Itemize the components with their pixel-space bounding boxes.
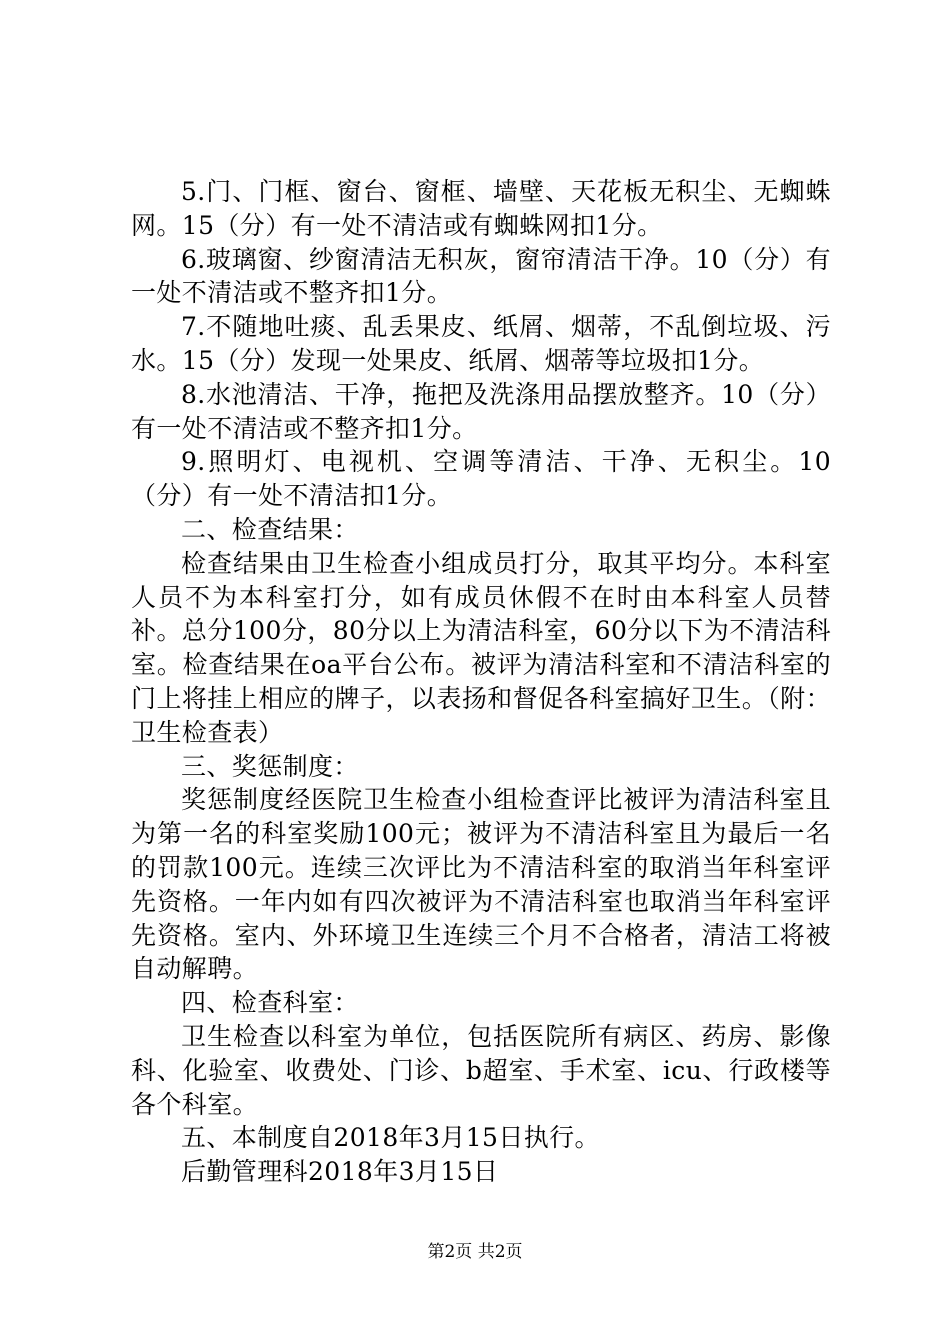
section-heading-results: 二、检查结果： [181, 514, 359, 544]
document-body [131, 175, 831, 1189]
paragraph-rewards: 奖惩制度经医院卫生检查小组检查评比被评为清洁科室且为第一名的科室奖励100元；被评为不清洁科室且为最后一名的罚款100元。连续三次评比为不清洁科室的取消当年科室评先资格。一年内如有四次被评为不清洁科室也取消当年科室评先资格。室内、外环境卫生连续三个月不合格者，清洁工将被自动解聘。 [131, 785, 831, 984]
paragraph-item-7: 7.不随地吐痰、乱丢果皮、纸屑、烟蒂，不乱倒垃圾、污水。15（分）发现一处果皮、纸屑、烟蒂等垃圾扣1分。 [131, 312, 831, 375]
section-heading-departments: 四、检查科室： [181, 988, 359, 1018]
section-heading-rewards: 三、奖惩制度： [181, 751, 359, 781]
page-footer: 第2页 共2页 [427, 1242, 523, 1262]
paragraph-results: 检查结果由卫生检查小组成员打分，取其平均分。本科室人员不为本科室打分，如有成员休假不在时由本科室人员替补。总分100分，80分以上为清洁科室，60分以下为不清洁科室。检查结果在oa平台公布。被评为清洁科室和不清洁科室的门上将挂上相应的牌子，以表扬和督促各科室搞好卫生。（附：卫生检查表） [131, 548, 831, 747]
paragraph-item-5: 5.门、门框、窗台、窗框、墙壁、天花板无积尘、无蜘蛛网。15（分）有一处不清洁或有蜘蛛网扣1分。 [131, 177, 831, 240]
paragraph-departments: 卫生检查以科室为单位，包括医院所有病区、药房、影像科、化验室、收费处、门诊、b超室、手术室、icu、行政楼等各个科室。 [131, 1021, 831, 1119]
signature-line: 后勤管理科2018年3月15日 [181, 1157, 499, 1187]
paragraph-item-9: 9.照明灯、电视机、空调等清洁、干净、无积尘。10（分）有一处不清洁扣1分。 [131, 447, 831, 511]
section-effective-date: 五、本制度自2018年3月15日执行。 [181, 1123, 600, 1153]
paragraph-item-8: 8.水池清洁、干净，拖把及洗涤用品摆放整齐。10（分）有一处不清洁或不整齐扣1分。 [131, 379, 831, 443]
paragraph-item-6: 6.玻璃窗、纱窗清洁无积灰，窗帘清洁干净。10（分）有一处不清洁或不整齐扣1分。 [131, 244, 831, 308]
